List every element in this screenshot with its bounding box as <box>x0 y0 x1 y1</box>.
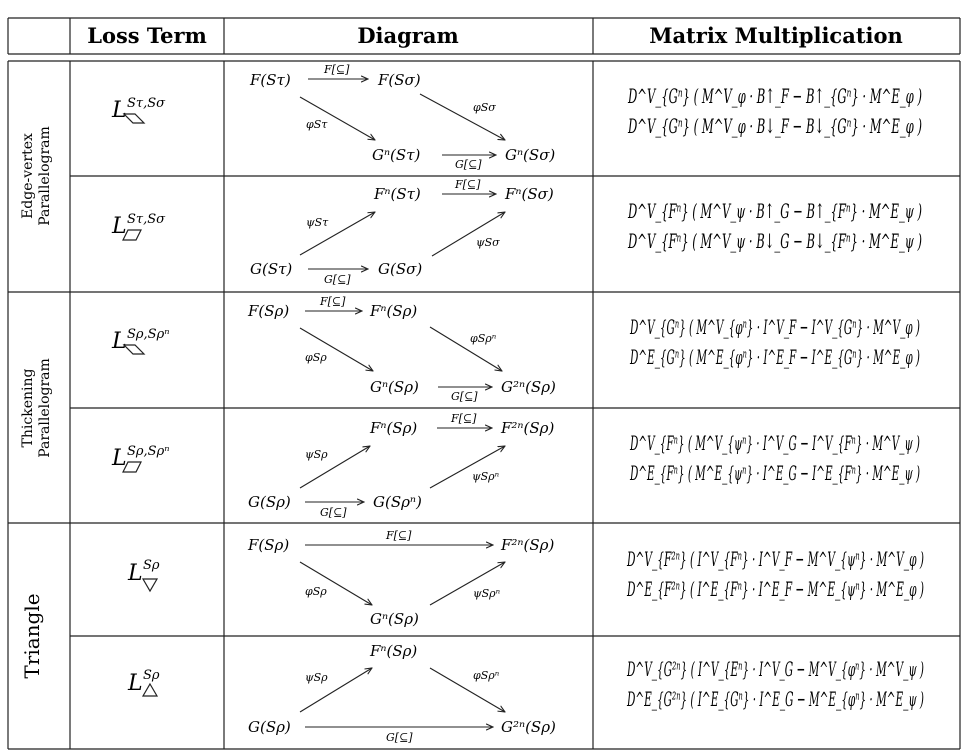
edge-label: φSτ <box>306 118 328 131</box>
loss-sup: Sρ <box>143 558 160 573</box>
formula-line: D^V_{F²ⁿ} ( I^V_{Fⁿ} · I^V_F − M^V_{ψⁿ} · M^V_φ ) <box>626 547 924 571</box>
header-loss-term: Loss Term <box>87 23 207 48</box>
formula-line: D^V_{Fⁿ} ( M^V_{ψⁿ} · I^V_G − I^V_{Fⁿ} · M^V_ψ ) <box>629 431 920 455</box>
loss-base: L <box>128 561 143 586</box>
loss-term <box>111 96 166 123</box>
diagram-node: G²ⁿ(Sρ) <box>501 718 556 736</box>
diagram-node: Gⁿ(Sτ) <box>372 146 421 164</box>
diagram-node: G(Sσ) <box>378 260 423 278</box>
diagram <box>248 412 554 519</box>
group-label-line2: Parallelogram <box>37 358 53 458</box>
edge-label: F[⊆] <box>320 295 346 308</box>
formula-line: D^E_{Fⁿ} ( M^E_{ψⁿ} · I^E_G − I^E_{Fⁿ} · M^E_ψ ) <box>629 461 920 485</box>
formula-line: D^E_{F²ⁿ} ( I^E_{Fⁿ} · I^E_F − M^E_{ψⁿ} · M^E_φ ) <box>626 577 924 601</box>
matrix-formula <box>626 547 924 601</box>
loss-term <box>111 212 166 240</box>
diagram-node: F²ⁿ(Sρ) <box>501 419 555 437</box>
diagram <box>247 529 554 628</box>
diagram-node: F(Sρ) <box>248 536 290 554</box>
edge-label: ψSτ <box>306 216 329 229</box>
diagram-node: Gⁿ(Sσ) <box>505 146 556 164</box>
edge-label: φSσ <box>473 101 496 114</box>
loss-base: L <box>128 671 143 696</box>
loss-sup: Sρ <box>143 668 160 683</box>
group-triangle <box>20 593 44 678</box>
loss-sup: Sρ,Sρⁿ <box>127 327 170 342</box>
loss-sup: Sτ,Sσ <box>127 96 166 111</box>
header-diagram: Diagram <box>357 23 459 48</box>
triangle-down-icon <box>143 579 157 591</box>
row-4 <box>111 412 920 519</box>
edge-label: G[⊆] <box>455 158 482 171</box>
formula-line: D^E_{G²ⁿ} ( I^E_{Gⁿ} · I^E_G − M^E_{φⁿ} · M^E_ψ ) <box>626 687 924 711</box>
row-5 <box>127 529 924 628</box>
diagram <box>250 178 554 286</box>
formula-line: D^V_{Fⁿ} ( M^V_ψ · B↑_G − B↑_{Fⁿ} · M^E_ψ ) <box>627 199 922 223</box>
diagram-node: G²ⁿ(Sρ) <box>501 378 556 396</box>
matrix-formula <box>627 199 922 253</box>
group-label-line2: Parallelogram <box>37 126 53 226</box>
diagram-node: G(Sρ) <box>248 493 291 511</box>
edge-label: ψSρⁿ <box>472 470 500 483</box>
formula-line: D^V_{Fⁿ} ( M^V_ψ · B↓_G − B↓_{Fⁿ} · M^E_ψ ) <box>627 229 922 253</box>
formula-line: D^V_{Gⁿ} ( M^V_{φⁿ} · I^V_F − I^V_{Gⁿ} · M^V_φ ) <box>629 315 920 339</box>
diagram-node: Fⁿ(Sρ) <box>370 302 418 320</box>
diagram-node: G(Sτ) <box>250 260 293 278</box>
group-thickening <box>20 358 53 458</box>
parallelogram-down-icon <box>124 114 144 123</box>
formula-line: D^V_{Gⁿ} ( M^V_φ · B↑_F − B↑_{Gⁿ} · M^E_φ ) <box>627 84 922 108</box>
loss-term <box>127 668 160 696</box>
diagram-node: Fⁿ(Sτ) <box>374 185 421 203</box>
diagram <box>247 295 556 403</box>
loss-term <box>111 327 170 354</box>
edge-label: ψSρ <box>305 448 328 461</box>
diagram-node: Fⁿ(Sρ) <box>370 419 418 437</box>
loss-base: L <box>112 329 127 354</box>
diagram-node: G(Sρ) <box>248 718 291 736</box>
matrix-formula <box>627 84 922 138</box>
loss-term <box>127 558 160 591</box>
edge-label: φSρ <box>305 351 327 364</box>
edge-label: F[⊆] <box>386 529 412 542</box>
matrix-formula <box>626 657 924 711</box>
edge-label: ψSσ <box>476 236 500 249</box>
matrix-formula <box>629 315 920 369</box>
loss-term <box>111 444 170 472</box>
group-label-line1: Triangle <box>20 593 44 679</box>
diagram-node: F²ⁿ(Sρ) <box>501 536 555 554</box>
matrix-formula <box>629 431 920 485</box>
header-matrix-multiplication: Matrix Multiplication <box>649 23 903 48</box>
loss-base: L <box>112 98 127 123</box>
edge-label: φSρⁿ <box>470 332 497 345</box>
edge-label: ψSρ <box>305 671 328 684</box>
diagram-node: G(Sρⁿ) <box>373 493 422 511</box>
edge-label: G[⊆] <box>451 390 478 403</box>
loss-sup: Sτ,Sσ <box>127 212 166 227</box>
edge-label: ψSρⁿ <box>473 587 501 600</box>
edge-label: F[⊆] <box>324 63 350 76</box>
loss-base: L <box>112 446 127 471</box>
diagram <box>249 63 555 171</box>
formula-line: D^E_{Gⁿ} ( M^E_{φⁿ} · I^E_F − I^E_{Gⁿ} · M^E_φ ) <box>629 345 920 369</box>
diagram-node: F(Sρ) <box>248 302 290 320</box>
parallelogram-down-icon <box>124 345 144 354</box>
edge-label: F[⊆] <box>451 412 477 425</box>
row-1 <box>111 63 922 171</box>
triangle-up-icon <box>143 684 157 696</box>
edge-label: φSρⁿ <box>473 669 500 682</box>
diagram-node: F(Sτ) <box>250 71 291 89</box>
diagram-node: Gⁿ(Sρ) <box>370 378 419 396</box>
edge-label: G[⊆] <box>320 506 347 519</box>
formula-line: D^V_{Gⁿ} ( M^V_φ · B↓_F − B↓_{Gⁿ} · M^E_φ ) <box>627 114 922 138</box>
diagram-node: Fⁿ(Sσ) <box>505 185 554 203</box>
group-label-line1: Thickening <box>20 368 36 448</box>
diagram <box>248 642 556 744</box>
row-6 <box>127 642 924 744</box>
edge-label: F[⊆] <box>455 178 481 191</box>
row-2 <box>111 178 922 286</box>
loss-base: L <box>112 214 127 239</box>
diagram-node: Gⁿ(Sρ) <box>370 610 419 628</box>
diagram-node: Fⁿ(Sρ) <box>370 642 418 660</box>
loss-sup: Sρ,Sρⁿ <box>127 444 170 459</box>
group-edge-vertex <box>20 126 53 226</box>
formula-line: D^V_{G²ⁿ} ( I^V_{Eⁿ} · I^V_G − M^V_{φⁿ} · M^V_ψ ) <box>626 657 924 681</box>
row-3 <box>111 295 920 403</box>
diagram-node: F(Sσ) <box>378 71 421 89</box>
edge-label: G[⊆] <box>386 731 413 744</box>
edge-label: φSρ <box>305 585 327 598</box>
edge-label: G[⊆] <box>324 273 351 286</box>
group-label-line1: Edge-vertex <box>20 133 36 219</box>
